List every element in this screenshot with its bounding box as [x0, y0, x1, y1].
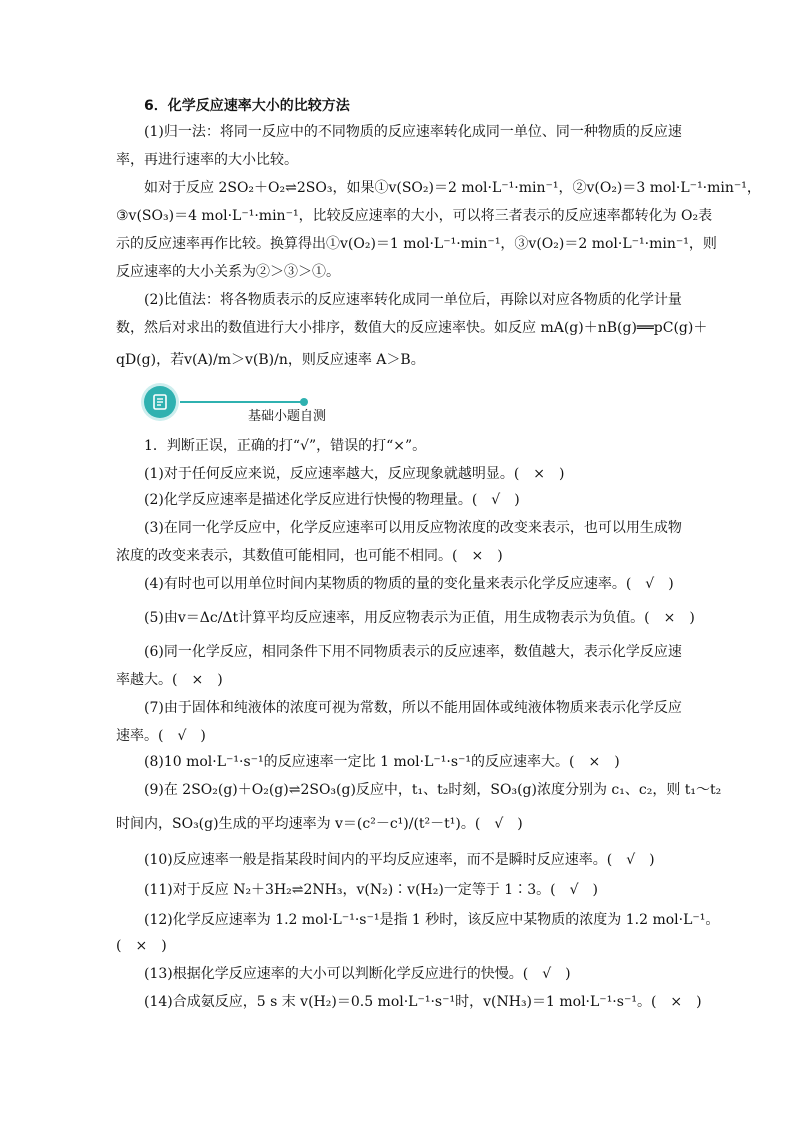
quiz-item: (8)10 mol·L⁻¹·s⁻¹的反应速率一定比 1 mol·L⁻¹·s⁻¹的反应速率大。( × ) — [144, 754, 620, 770]
quiz-intro: 1．判断正误，正确的打“√”，错误的打“×”。 — [144, 438, 427, 454]
paragraph-line: 率，再进行速率的大小比较。 — [116, 152, 298, 168]
quiz-item: 速率。( √ ) — [116, 728, 206, 744]
quiz-item: 时间内，SO₃(g)生成的平均速率为 v＝(c²－c¹)/(t²－t¹)。( √ ) — [116, 816, 523, 832]
quiz-item: (4)有时也可以用单位时间内某物质的物质的量的变化量来表示化学反应速率。( √ ) — [144, 576, 674, 592]
section-label: 基础小题自测 — [248, 409, 327, 424]
paragraph-line: (2)比值法：将各物质表示的反应速率转化成同一单位后，再除以对应各物质的化学计量 — [144, 292, 682, 308]
paragraph-line: 数，然后对求出的数值进行大小排序，数值大的反应速率快。如反应 mA(g)＋nB(g)══pC(g)＋ — [116, 320, 708, 336]
quiz-item: (14)合成氨反应，5 s 末 v(H₂)＝0.5 mol·L⁻¹·s⁻¹时，v(NH₃)＝1 mol·L⁻¹·s⁻¹。( × ) — [144, 994, 702, 1010]
section-title: 6．化学反应速率大小的比较方法 — [144, 98, 350, 114]
quiz-item: (3)在同一化学反应中，化学反应速率可以用反应物浓度的改变来表示，也可以用生成物 — [144, 520, 682, 536]
quiz-item: (13)根据化学反应速率的大小可以判断化学反应进行的快慢。( √ ) — [144, 966, 571, 982]
quiz-item: (5)由v＝Δc/Δt计算平均反应速率，用反应物表示为正值，用生成物表示为负值。( × ) — [144, 610, 695, 626]
quiz-item: (2)化学反应速率是描述化学反应进行快慢的物理量。( √ ) — [144, 492, 520, 508]
quiz-item: 率越大。( × ) — [116, 672, 223, 688]
paragraph-line: 示的反应速率再作比较。换算得出①v(O₂)＝1 mol·L⁻¹·min⁻¹，③v(O₂)＝2 mol·L⁻¹·min⁻¹，则 — [116, 236, 717, 252]
quiz-item: 浓度的改变来表示，其数值可能相同，也可能不相同。( × ) — [116, 548, 503, 564]
paragraph-line: qD(g)，若v(A)/m＞v(B)/n，则反应速率 A＞B。 — [116, 352, 425, 368]
quiz-item: ( × ) — [116, 938, 167, 954]
quiz-item: (12)化学反应速率为 1.2 mol·L⁻¹·s⁻¹是指 1 秒时，该反应中某物质的浓度为 1.2 mol·L⁻¹。 — [144, 912, 720, 928]
quiz-item: (9)在 2SO₂(g)＋O₂(g)⇌2SO₃(g)反应中，t₁、t₂时刻，SO₃(g)浓度分别为 c₁、c₂，则 t₁～t₂ — [144, 782, 722, 798]
quiz-item: (1)对于任何反应来说，反应速率越大，反应现象就越明显。( × ) — [144, 466, 565, 482]
paragraph-line: 如对于反应 2SO₂＋O₂⇌2SO₃，如果①v(SO₂)＝2 mol·L⁻¹·min⁻¹，②v(O₂)＝3 mol·L⁻¹·min⁻¹， — [144, 180, 761, 196]
badge-rule — [180, 401, 304, 403]
paragraph-line: ③v(SO₃)＝4 mol·L⁻¹·min⁻¹，比较反应速率的大小，可以将三者表示的反应速率都转化为 O₂表 — [116, 208, 713, 224]
paragraph-line: 反应速率的大小关系为②＞③＞①。 — [116, 264, 340, 280]
quiz-item: (6)同一化学反应，相同条件下用不同物质表示的反应速率，数值越大，表示化学反应速 — [144, 644, 682, 660]
quiz-item: (7)由于固体和纯液体的浓度可视为常数，所以不能用固体或纯液体物质来表示化学反应 — [144, 700, 682, 716]
badge-dot — [300, 398, 308, 406]
quiz-item: (11)对于反应 N₂＋3H₂⇌2NH₃，v(N₂)∶v(H₂)一定等于 1∶3。( √ ) — [144, 882, 598, 898]
checklist-icon — [144, 386, 176, 418]
quiz-item: (10)反应速率一般是指某段时间内的平均反应速率，而不是瞬时反应速率。( √ ) — [144, 852, 655, 868]
paragraph-line: (1)归一法：将同一反应中的不同物质的反应速率转化成同一单位、同一种物质的反应速 — [144, 124, 682, 140]
